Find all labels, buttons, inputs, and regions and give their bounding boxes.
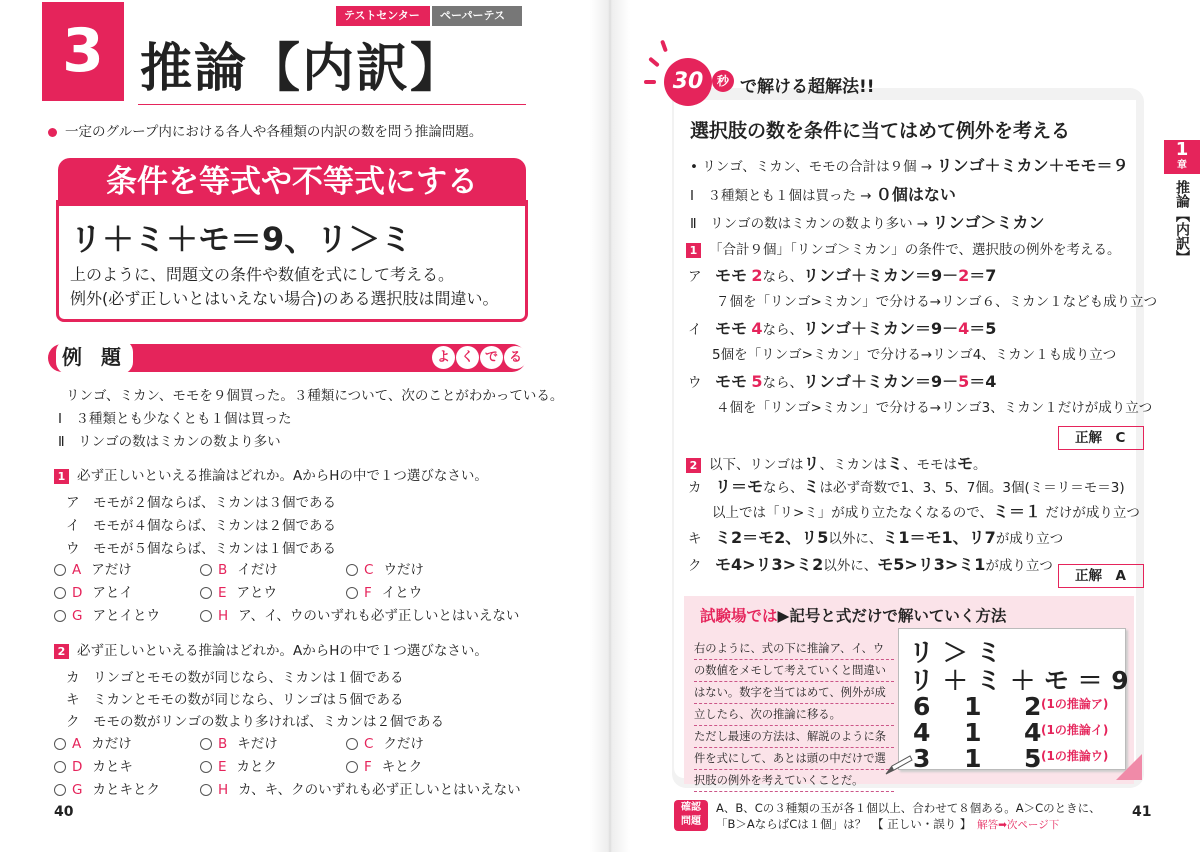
option-e[interactable]: E カとク — [200, 755, 277, 775]
memo-row: 3 1 5 — [913, 744, 1042, 773]
radio-circle-icon[interactable] — [54, 761, 66, 773]
frequent-char: く — [456, 346, 479, 369]
badge-caption: で解ける超解法!! — [740, 77, 875, 97]
memo-row: 6 1 2 — [913, 692, 1042, 721]
exam-tip-title: 試験場では▶記号と式だけで解いていく方法 — [700, 607, 1007, 625]
tab-paper-test: ペーパーテスト ○ — [432, 6, 522, 26]
q1-solution-intro: 1 「合計９個」「リンゴ＞ミカン」の条件で、選択肢の例外を考える。 — [686, 238, 1120, 258]
step-i-detail: 5個を「リンゴ>ミカン」で分ける→リンゴ4、ミカン１も成り立つ — [712, 347, 1117, 363]
thirty-seconds-badge: 30 — [664, 58, 712, 106]
option-c[interactable]: C ウだけ — [346, 558, 424, 578]
option-e[interactable]: E アとウ — [200, 581, 277, 601]
radio-circle-icon[interactable] — [54, 587, 66, 599]
radio-circle-icon[interactable] — [346, 587, 358, 599]
statement: キ ミカンとモモの数が同じなら、リンゴは５個である — [66, 692, 404, 708]
radio-circle-icon[interactable] — [200, 784, 212, 796]
page-curl-icon — [1116, 754, 1142, 780]
question-1: 1 必ず正しいといえる推論はどれか。AからHの中で１つ選びなさい。 — [54, 464, 488, 484]
exam-tip-line: の数値をメモして考えていくと間違い — [694, 660, 894, 682]
option-f[interactable]: F イとウ — [346, 581, 422, 601]
memo-card — [898, 628, 1129, 773]
q2-solution-intro: 2 以下、リンゴはリ、ミカンはミ、モモはモ。 — [686, 451, 987, 474]
statement: ウ モモが５個ならば、ミカンは１個である — [66, 541, 336, 557]
statement: ク モモの数がリンゴの数より多ければ、ミカンは２個である — [66, 714, 444, 730]
bullet-icon — [48, 128, 57, 137]
memo-row: リ ＋ ミ ＋ モ ＝ 9 — [909, 666, 1129, 695]
step-a-detail: ７個を「リンゴ>ミカン」で分ける→リンゴ６、ミカン１なども成り立つ — [716, 294, 1158, 310]
statement: ア モモが２個ならば、ミカンは３個である — [66, 495, 336, 511]
exam-tip-line: はない。数字を当てはめて、例外が成 — [694, 682, 894, 704]
check-question-line: A、B、Cの３種類の玉が各１個以上、合わせて８個ある。A＞Cのときに、 — [716, 801, 1101, 815]
step-i: イ モモ 4なら、リンゴ＋ミカン＝9－4＝5 — [688, 319, 997, 338]
exam-tip-line: 択肢の例外を考えていくことだ。 — [694, 770, 894, 792]
frequent-badge — [432, 346, 528, 369]
radio-circle-icon[interactable] — [200, 564, 212, 576]
radio-circle-icon[interactable] — [54, 738, 66, 750]
radio-circle-icon[interactable] — [200, 610, 212, 622]
solution-heading: 選択肢の数を条件に当てはめて例外を考える — [690, 120, 1071, 142]
option-a[interactable]: A カだけ — [54, 732, 132, 752]
memo-annotation: (1の推論イ) — [1041, 723, 1109, 737]
step-a: ア モモ 2なら、リンゴ＋ミカン＝9－2＝7 — [688, 266, 997, 285]
option-f[interactable]: F キとク — [346, 755, 422, 775]
memo-annotation: (1の推論ウ) — [1041, 749, 1109, 763]
memo-row: リ ＞ ミ — [909, 638, 1002, 667]
radio-circle-icon[interactable] — [346, 564, 358, 576]
radio-circle-icon[interactable] — [200, 738, 212, 750]
radio-circle-icon[interactable] — [200, 587, 212, 599]
key-formula: リ＋ミ＋モ＝9、リ＞ミ — [70, 220, 413, 258]
option-g[interactable]: G カとキとク — [54, 778, 160, 798]
key-point-heading: 条件を等式や不等式にする — [58, 158, 526, 206]
question-number: 1 — [54, 469, 69, 484]
frequent-char: る — [504, 346, 527, 369]
burst-ray-icon — [644, 80, 656, 84]
condition-line: • リンゴ、ミカン、モモの合計は９個 → リンゴ＋ミカン＋モモ＝９ — [690, 156, 1129, 175]
option-g[interactable]: G アとイとウ — [54, 604, 160, 624]
radio-circle-icon[interactable] — [346, 761, 358, 773]
check-question-badge: 確認 問題 — [674, 800, 708, 831]
problem-condition: Ⅱ リンゴの数はミカンの数より多い — [58, 434, 281, 450]
answer-reference: 解答➡次ページ下 — [977, 819, 1060, 831]
step-u: ウ モモ 5なら、リンゴ＋ミカン＝9－5＝4 — [688, 372, 997, 391]
check-question-line: 「B＞AならばCは１個」は？ 【 正しい・誤り 】 解答➡次ページ下 — [716, 817, 1060, 831]
question-number: 1 — [686, 243, 701, 258]
exam-tip-text — [694, 638, 894, 792]
radio-circle-icon[interactable] — [54, 564, 66, 576]
memo-annotation: (1の推論ア) — [1041, 697, 1109, 711]
frequent-char: で — [480, 346, 503, 369]
option-d[interactable]: D アとイ — [54, 581, 133, 601]
option-b[interactable]: B イだけ — [200, 558, 278, 578]
exam-tip-line: 右のように、式の下に推論ア、イ、ウ — [694, 638, 894, 660]
page-number-right: 41 — [1132, 804, 1152, 820]
title-rule — [138, 104, 526, 105]
option-b[interactable]: B キだけ — [200, 732, 278, 752]
radio-circle-icon[interactable] — [200, 761, 212, 773]
page-number-left: 40 — [54, 804, 74, 820]
step-u-detail: ４個を「リンゴ>ミカン」で分ける→リンゴ3、ミカン１だけが成り立つ — [716, 400, 1153, 416]
option-a[interactable]: A アだけ — [54, 558, 132, 578]
radio-circle-icon[interactable] — [54, 784, 66, 796]
intro-line: 一定のグループ内における各人や各種類の内訳の数を問う推論問題。 — [48, 120, 482, 140]
side-chapter-title: 推論【内訳】 — [1174, 180, 1190, 264]
key-point-line: 上のように、問題文の条件や数値を式にして考える。 — [70, 265, 455, 284]
burst-ray-icon — [660, 40, 668, 53]
memo-row: 4 1 4 — [913, 718, 1042, 747]
step-ka-detail: 以上では「リ>ミ」が成り立たなくなるので、ミ＝１ だけが成り立つ — [712, 502, 1140, 521]
condition-line: Ⅰ ３種類とも１個は買った → ０個はない — [690, 185, 956, 204]
step-ki: キ ミ2＝モ2、リ5以外に、ミ1＝モ1、リ7が成り立つ — [688, 528, 1064, 547]
key-point-line: 例外(必ず正しいとはいえない場合)のある選択肢は間違い。 — [70, 289, 499, 308]
answer-2-badge: 正解 A — [1058, 564, 1144, 588]
step-ka: カ リ＝モなら、ミは必ず奇数で1、3、5、7個。3個(ミ＝リ＝モ＝3) — [688, 477, 1125, 496]
question-2: 2 必ず正しいといえる推論はどれか。AからHの中で１つ選びなさい。 — [54, 639, 488, 659]
exam-tip-line: 件を式にして、あとは頭の中だけで選 — [694, 748, 894, 770]
question-number: 2 — [54, 644, 69, 659]
tab-test-center: テストセンター ○ — [336, 6, 430, 26]
pencil-icon — [884, 754, 914, 776]
option-h[interactable]: H カ、キ、クのいずれも必ず正しいとはいえない — [200, 778, 521, 798]
statement: イ モモが４個ならば、ミカンは２個である — [66, 518, 336, 534]
frequent-char: よ — [432, 346, 455, 369]
question-number: 2 — [686, 458, 701, 473]
page-title: 推論【内訳】 — [140, 39, 465, 99]
book-fold — [590, 0, 630, 852]
statement: カ リンゴとモモの数が同じなら、ミカンは１個である — [66, 670, 404, 686]
burst-ray-icon — [648, 57, 660, 68]
option-c[interactable]: C クだけ — [346, 732, 424, 752]
seconds-unit-badge: 秒 — [712, 70, 734, 92]
exam-tip-line: ただし最速の方法は、解説のように条 — [694, 726, 894, 748]
chapter-number: 3 — [40, 0, 126, 103]
option-d[interactable]: D カとキ — [54, 755, 133, 775]
side-chapter-tab: 1 章 — [1164, 140, 1200, 174]
test-type-tabs — [336, 6, 524, 42]
radio-circle-icon[interactable] — [346, 738, 358, 750]
answer-1-badge: 正解 C — [1058, 426, 1144, 450]
problem-condition: Ⅰ ３種類とも少なくとも１個は買った — [58, 411, 292, 427]
condition-line: Ⅱ リンゴの数はミカンの数より多い → リンゴ＞ミカン — [690, 213, 1045, 232]
radio-circle-icon[interactable] — [54, 610, 66, 622]
step-ku: ク モ4>リ3>ミ2以外に、モ5>リ3>ミ1が成り立つ — [688, 555, 1053, 574]
example-title: 例 題 — [56, 340, 133, 374]
problem-text: リンゴ、ミカン、モモを９個買った。３種類について、次のことがわかっている。 — [66, 388, 564, 404]
option-h[interactable]: H ア、イ、ウのいずれも必ず正しいとはいえない — [200, 604, 519, 624]
exam-tip-line: 立したら、次の推論に移る。 — [694, 704, 894, 726]
